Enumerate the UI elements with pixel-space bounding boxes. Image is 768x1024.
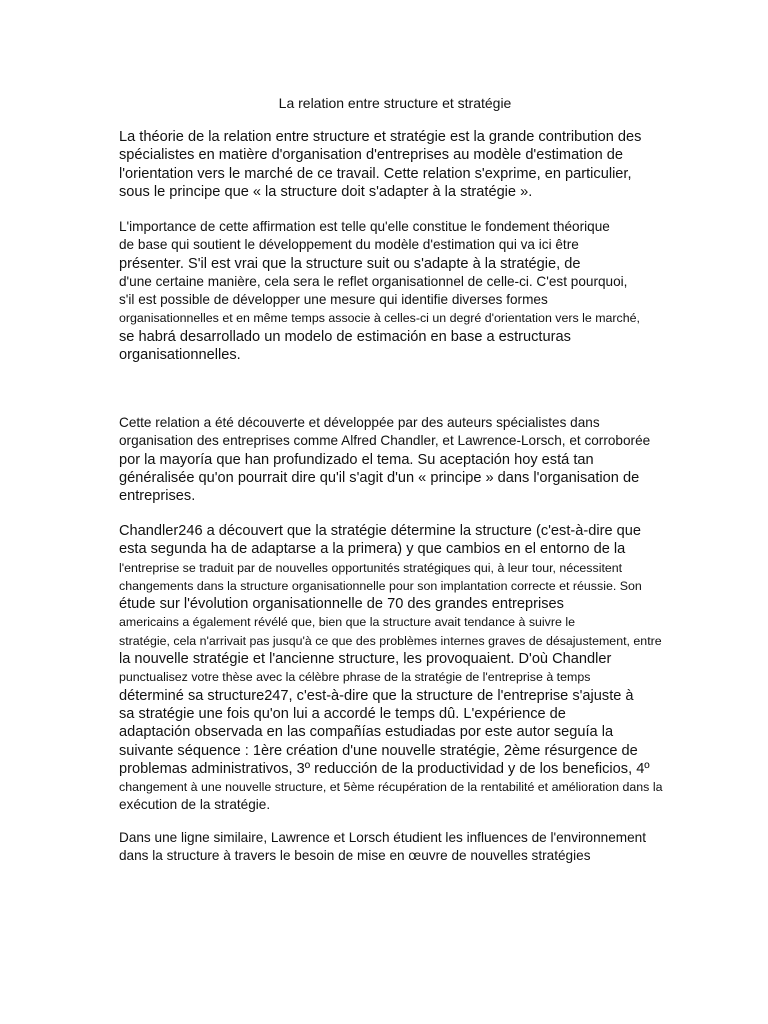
text-line: l'entreprise se traduit par de nouvelles opportunités stratégiques qui, à leur tour, nécessitent [119,560,623,575]
paragraph-5 [119,829,679,866]
text-line: sous le principe que « la structure doit s'adapter à la stratégie ». [119,183,533,200]
text-line: déterminé sa structure247, c'est-à-dire que la structure de l'entreprise s'ajuste à [119,687,634,704]
text-line: sa stratégie une fois qu'on lui a accordé le temps dû. L'expérience de [119,705,566,722]
text-line: s'il est possible de développer une mesure qui identifie diverses formes [119,292,548,308]
text-line: americains a également révélé que, bien que la structure avait tendance à suivre le [119,615,575,630]
document-title: La relation entre structure et stratégie [278,95,512,111]
text-line: organisationnelles et en même temps associe à celles-ci un degré d'orientation vers le marché, [119,311,640,326]
text-line: dans la structure à travers le besoin de mise en œuvre de nouvelles stratégies [119,848,591,864]
text-line: Cette relation a été découverte et développée par des auteurs spécialistes dans [119,415,600,430]
paragraph-1 [119,128,679,201]
paragraph-4 [119,522,679,815]
text-line: de base qui soutient le développement du modèle d'estimation qui va ici être [119,237,579,253]
text-line: entreprises. [119,488,196,505]
text-line: d'une certaine manière, cela sera le reflet organisationnel de celle-ci. C'est pourquoi, [119,273,628,289]
text-line: punctualisez votre thèse avec la célèbre phrase de la stratégie de l'entreprise à temps [119,670,591,685]
text-line: esta segunda ha de adaptarse a la primera) y que cambios en el entorno de la [119,541,626,558]
text-line: L'importance de cette affirmation est telle qu'elle constitue le fondement théorique [119,219,610,234]
text-line: organisation des entreprises comme Alfred Chandler, et Lawrence-Lorsch, et corroborée [119,433,651,449]
paragraph-3 [119,414,679,505]
paragraph-2 [119,218,679,364]
text-line: généralisée qu'on pourrait dire qu'il s'agit d'un « principe » dans l'organisation de [119,469,640,486]
text-line: Dans une ligne similaire, Lawrence et Lorsch étudient les influences de l'environnement [119,830,647,845]
text-line: se habrá desarrollado un modelo de estimación en base a estructuras [119,328,571,345]
text-line: problemas administrativos, 3º reducción de la productividad y de los beneficios, 4º [119,760,650,777]
text-line: spécialistes en matière d'organisation d'entreprises au modèle d'estimation de [119,147,624,164]
text-line: exécution de la stratégie. [119,797,271,813]
text-line: La théorie de la relation entre structure et stratégie est la grande contribution des [119,129,642,145]
text-line: adaptación observada en las compañías estudiadas por este autor seguía la [119,724,614,741]
text-line: la nouvelle stratégie et l'ancienne structure, les provoquaient. D'où Chandler [119,651,612,668]
text-line: organisationnelles. [119,347,241,364]
text-line: suivante séquence : 1ère création d'une nouvelle stratégie, 2ème résurgence de [119,742,638,759]
text-line: por la mayoría que han profundizado el tema. Su aceptación hoy está tan [119,451,594,468]
text-line: changement à une nouvelle structure, et 5ème récupération de la rentabilité et amélioration dans la [119,780,663,795]
text-line: présenter. S'il est vrai que la structure suit ou s'adapte à la stratégie, de [119,255,581,272]
text-line: étude sur l'évolution organisationnelle de 70 des grandes entreprises [119,596,564,613]
text-line: changements dans la structure organisationnelle pour son implantation correcte et réussie. Son [119,578,642,593]
text-line: Chandler246 a découvert que la stratégie détermine la structure (c'est-à-dire que [119,523,641,539]
text-line: l'orientation vers le marché de ce travail. Cette relation s'exprime, en particulier, [119,165,632,182]
text-line: stratégie, cela n'arrivait pas jusqu'à ce que des problèmes internes graves de désajustement, entre [119,633,662,648]
